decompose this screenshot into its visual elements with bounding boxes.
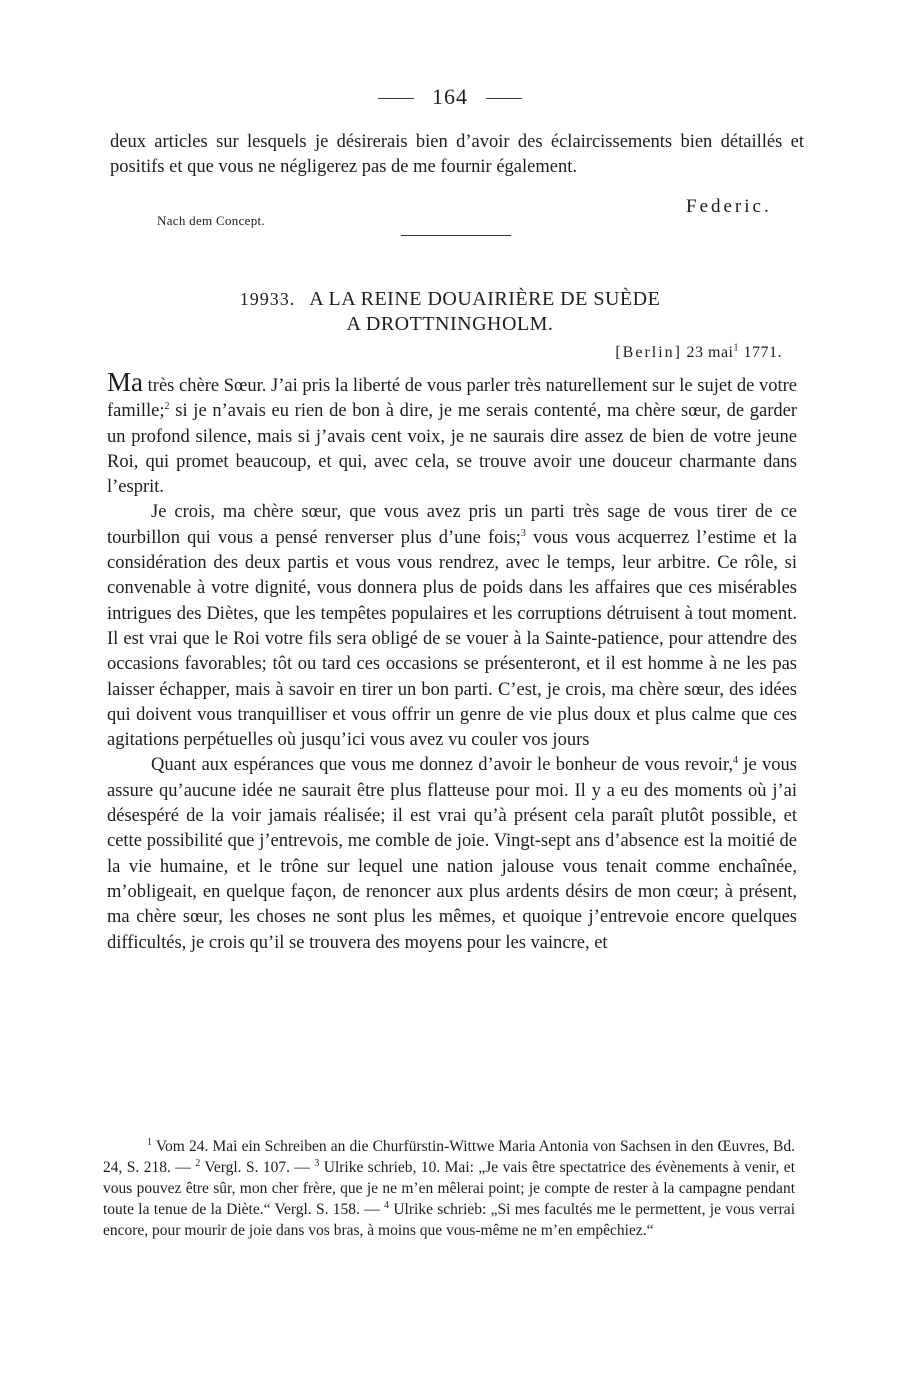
paragraph-2: [107, 500, 797, 753]
section-divider: [401, 235, 511, 236]
footnote-ref-3: 3: [520, 527, 526, 539]
footnote-ref-1: 1: [733, 342, 739, 354]
paragraph-3-text-b: je vous assure qu’aucune idée ne saurait être plus flatteuse pour moi. Il y a eu des moments où j’ai désespéré de la voir jamais réalisée; il est vrai qu’à présent cela paraît plutôt possible, et cette possibilité que j’entrevois, me comble de joie. Vingt-sept ans d’absence est la moitié de la vie humaine, et le trône sur lequel une nation jalouse vous tenait comme enchaînée, m’obligeait, en quelque façon, de renoncer aux plus ardents désirs de mon cœur; à présent, ma chère sœur, les choses ne sont plus les mêmes, et quoique j’entrevoie encore quelques difficultés, je crois qu’il se trouvera des moyens pour les vaincre, et: [107, 755, 797, 953]
continuation-text: deux articles sur lesquels je désirerais bien d’avoir des éclaircissements bien détaillés et positifs et que vous ne négligerez pas de me fournir également.: [110, 132, 804, 177]
dateline-year: 1771.: [743, 344, 782, 361]
footnote-ref-4: 4: [732, 755, 738, 767]
footnote-2-text: Vergl. S. 107. —: [200, 1159, 315, 1176]
footnotes: [103, 1136, 795, 1241]
footnote-3-text: Ulrike schrieb, 10. Mai: „Je vais être spectatrice des évènements à venir, et vous pouvez être sûr, mon cher frère, que je ne m’en mêlerai point; je compte de rester à la campagne pendant toute la tenue de la Diète.“ Vergl. S. 158. —: [103, 1159, 795, 1218]
footnote-marker-2: 2: [195, 1157, 201, 1169]
salutation-initial: Ma: [107, 367, 143, 397]
running-head-dash-left: [378, 98, 414, 99]
footnote-marker-3: 3: [314, 1157, 320, 1169]
footnote-marker-1: 1: [147, 1136, 152, 1148]
dateline: [615, 344, 782, 362]
footnote-4-text: Ulrike schrieb: „Si mes facultés me le permettent, je vous verrai encore, pour mourir de joie dans vos bras, à moins que vous-même ne m’en empêchiez.“: [103, 1201, 795, 1239]
footnote-block: [103, 1136, 795, 1241]
footnote-1-text: Vom 24. Mai ein Schreiben an die Churfürstin-Wittwe Maria Antonia von Sachsen in den Œuvres, Bd. 24, S. 218. —: [103, 1138, 795, 1176]
footnote-marker-4: 4: [384, 1199, 390, 1211]
paragraph-2-text-b: vous vous acquerrez l’estime et la considération des deux partis et vous vous rendrez, avec le temps, leur arbitre. Ce rôle, si convenable à votre dignité, vous donnera plus de poids dans les affaires que ces misérables intrigues des Diètes, que les tempêtes populaires et les corruptions détruisent à tout moment. Il est vrai que le Roi votre fils sera obligé de se vouer à la Sainte-patience, pour attendre des occasions favorables; tôt ou tard ces occasions se présenteront, et il est homme à ne les pas laisser échapper, mais à savoir en tirer un bon parti. C’est, je crois, ma chère sœur, des idées qui doivent vous tranquilliser et vous offrir un genre de vie plus doux et plus calme que ces agitations perpétuelles où jusqu’ici vous avez vu couler vos jours: [107, 527, 798, 751]
source-note: Nach dem Concept.: [157, 213, 265, 228]
paragraph-2-text-a: Je crois, ma chère sœur, que vous avez pris un parti très sage de vous tirer de ce tourbillon qui vous a pensé renverser plus d’une fois;: [107, 502, 797, 548]
previous-letter-ending: [110, 130, 804, 180]
footnote-ref-2: 2: [164, 401, 170, 413]
letter-title-line1: A LA REINE DOUAIRIÈRE DE SUÈDE: [309, 288, 661, 310]
letter-heading: [0, 287, 900, 337]
letter-body: [107, 367, 798, 956]
letter-title-line2: A DROTTNINGHOLM.: [346, 313, 554, 335]
running-head: [0, 84, 900, 110]
letter-number: 19933.: [239, 289, 296, 309]
paragraph-1: [107, 367, 797, 500]
paragraph-3: [107, 753, 797, 955]
signature: Federic.: [686, 196, 772, 217]
dateline-place: [Berlin]: [615, 344, 682, 361]
paragraph-1-text-b: si je n’avais eu rien de bon à dire, je me serais contenté, ma chère sœur, de garder un profond silence, mais si j’avais cent voix, je ne saurais dire assez de bien de votre jeune Roi, qui promet beaucoup, et qui, avec cela, se trouve avoir une douceur charmante dans l’esprit.: [107, 401, 797, 498]
paragraph-1-text-a: très chère Sœur. J’ai pris la liberté de vous parler très naturellement sur le sujet de votre famille;: [107, 376, 797, 422]
running-head-dash-right: [486, 98, 522, 99]
paragraph-3-text-a: Quant aux espérances que vous me donnez d’avoir le bonheur de vous revoir,: [151, 755, 733, 776]
page-number: 164: [432, 84, 468, 109]
dateline-day: 23 mai: [686, 344, 734, 361]
